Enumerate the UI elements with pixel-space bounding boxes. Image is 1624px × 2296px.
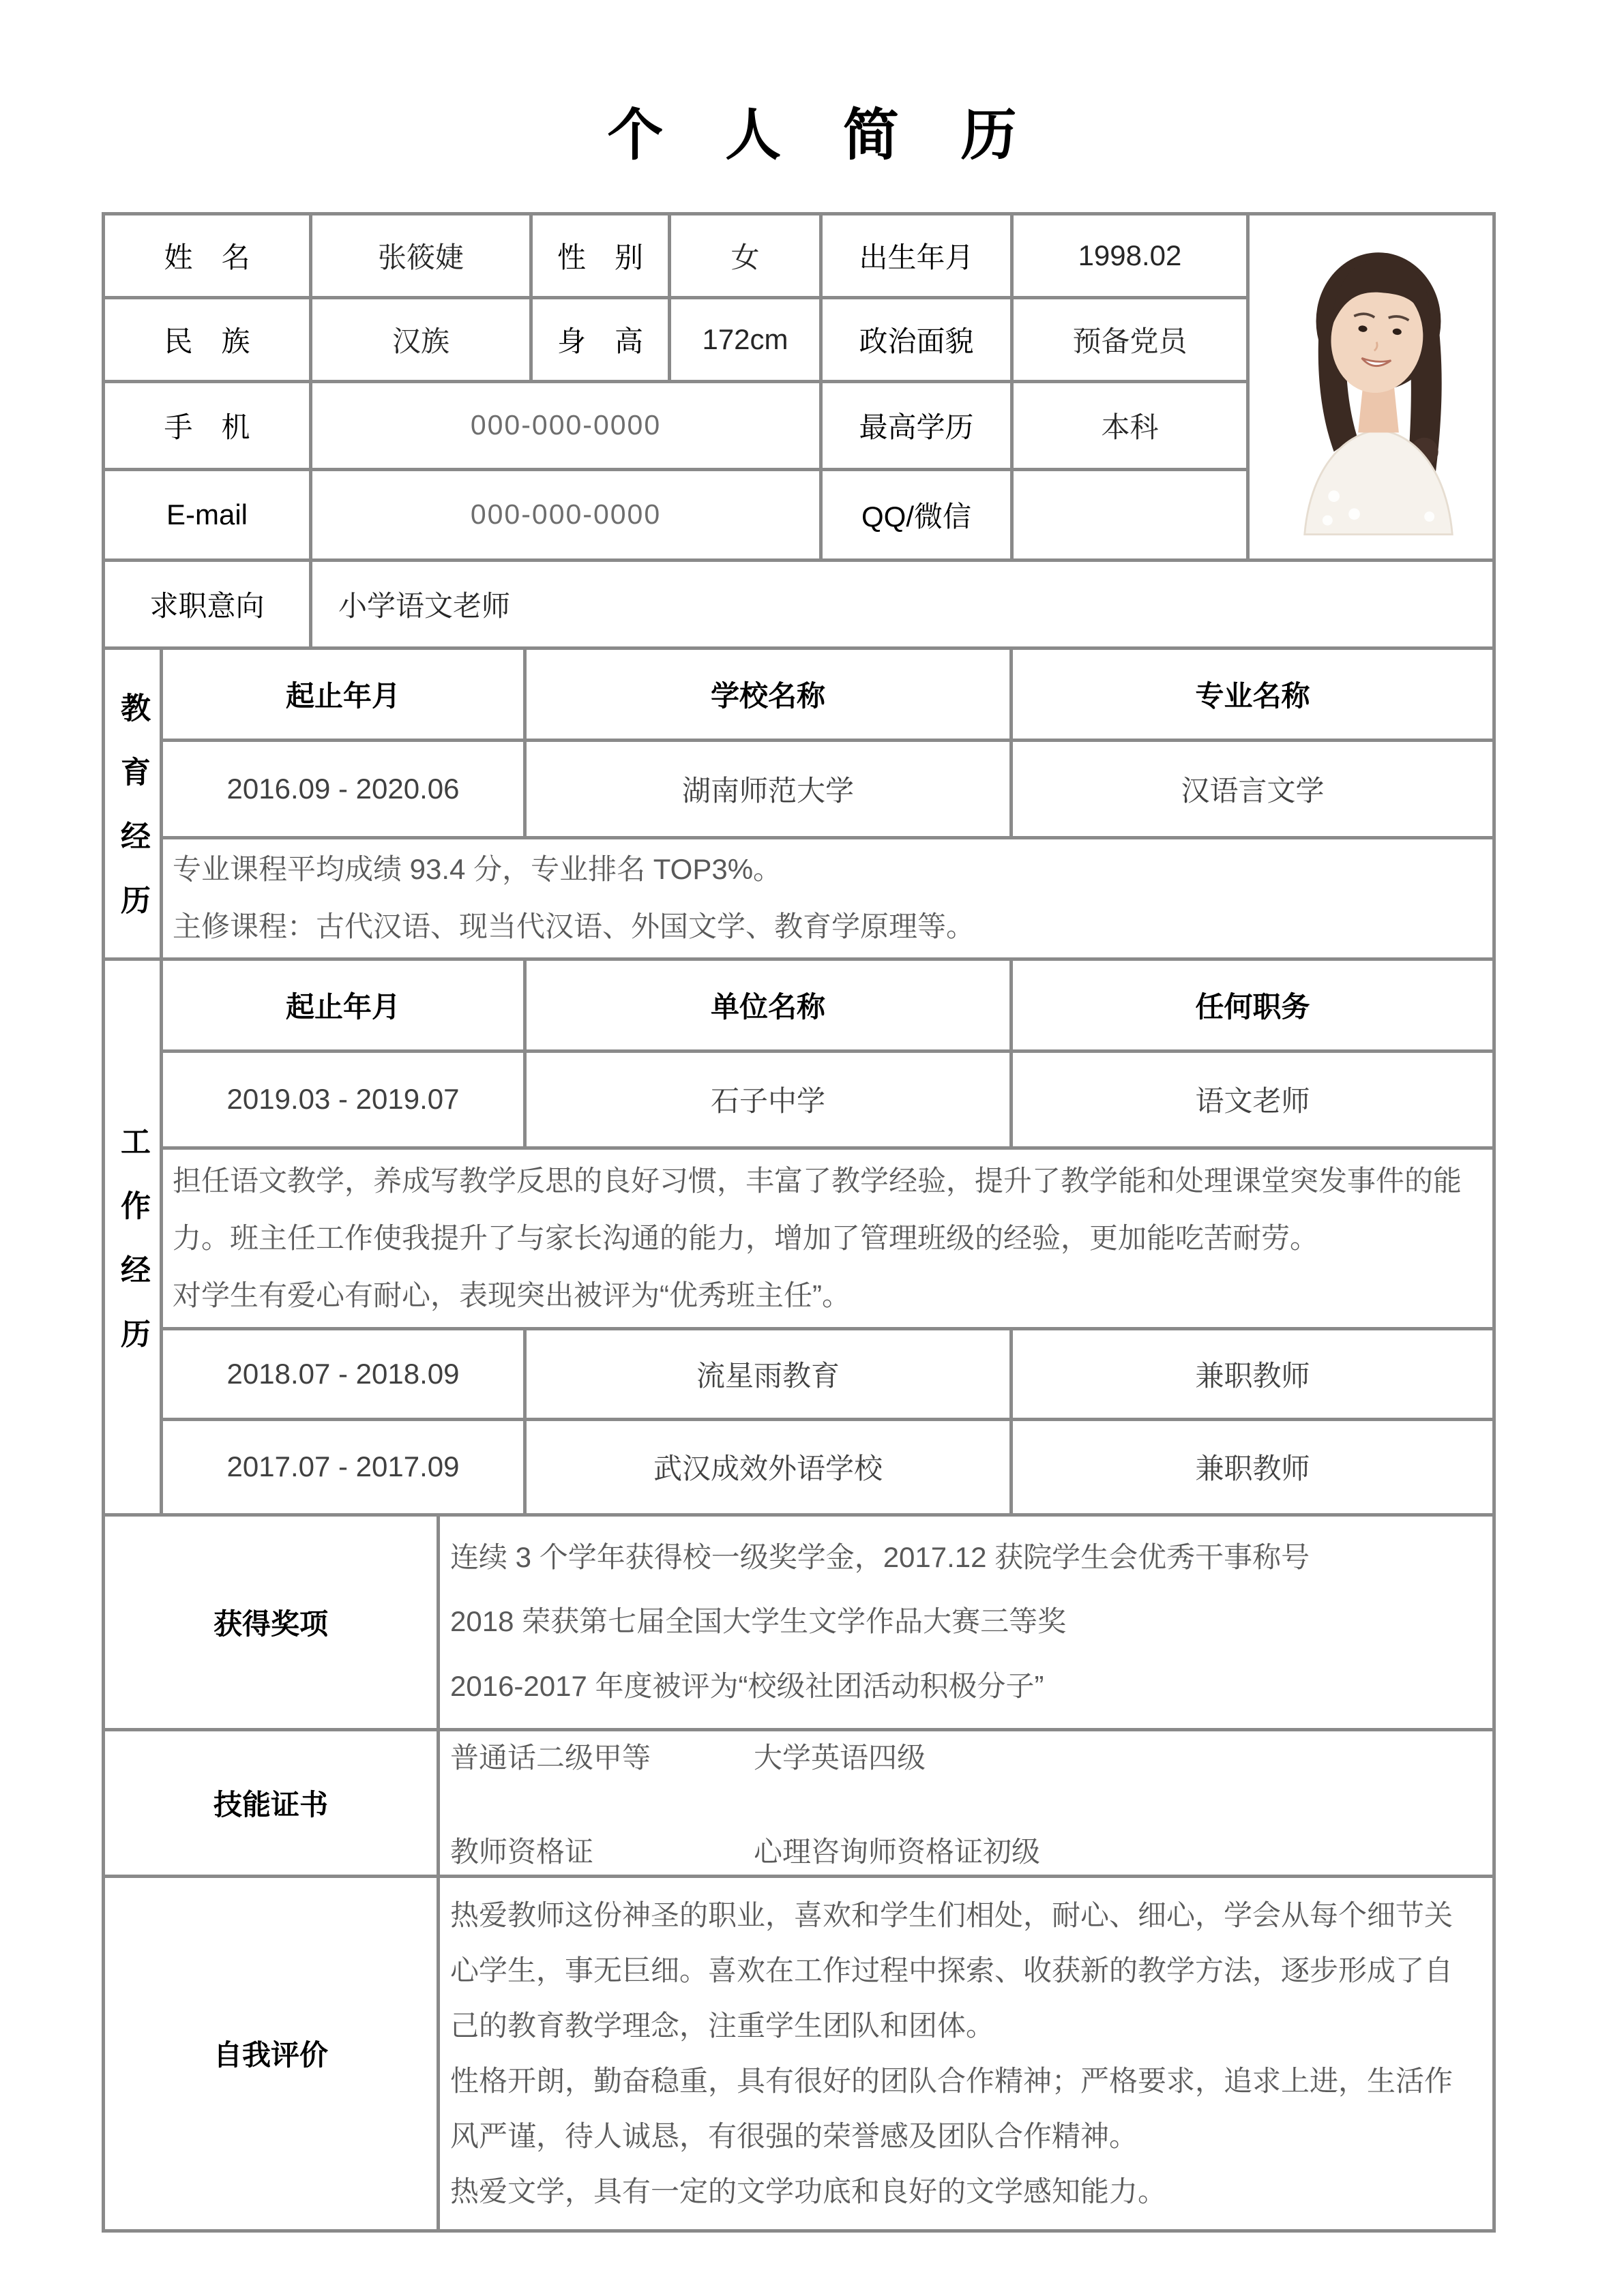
education-section-label: 教育经历 <box>116 692 149 949</box>
education-notes <box>163 839 1492 957</box>
summary-table <box>102 1513 1496 2233</box>
evaluation-paragraph: 性格开朗，勤奋稳重，具有很好的团队合作精神；严格要求，追求上进，生活作风严谨，待人诚恳，有很强的荣誉感及团队合作精神。 <box>450 2065 1453 2153</box>
work-section-label-cell <box>105 961 160 1513</box>
education-header-period: 起止年月 <box>163 650 523 739</box>
education-header-school: 学校名称 <box>527 650 1009 739</box>
email-label: E-mail <box>105 471 309 558</box>
resume-sheet <box>102 212 1496 2233</box>
education-note-line: 专业课程平均成绩 93.4 分，专业排名 TOP3%。 <box>173 853 782 885</box>
work-note-line: 担任语文教学，养成写教学反思的良好习惯，丰富了教学经验，提升了教学能和处理课堂突发事件的能力。班主任工作使我提升了与家长沟通的能力，增加了管理班级的经验，更加能吃苦耐劳。 <box>173 1164 1462 1254</box>
ethnic-value: 汉族 <box>312 299 529 380</box>
objective-value: 小学语文老师 <box>312 562 1492 646</box>
awards-content <box>440 1517 1492 1728</box>
work-row2-org: 流星雨教育 <box>527 1330 1009 1418</box>
work-table <box>102 957 1496 1517</box>
email-value: 000-000-0000 <box>312 471 819 558</box>
skills-grid <box>440 1731 1492 1875</box>
degree-value: 本科 <box>1014 383 1246 468</box>
evaluation-content <box>440 1878 1492 2229</box>
work-row3-org: 武汉成效外语学校 <box>527 1421 1009 1513</box>
gender-label: 性 别 <box>533 215 668 296</box>
award-item: 2018 荣获第七届全国大学生文学作品大赛三等奖 <box>450 1605 1067 1638</box>
profile-photo <box>1250 215 1492 558</box>
phone-label: 手 机 <box>105 383 309 468</box>
work-row1-period: 2019.03 - 2019.07 <box>163 1053 523 1146</box>
work-header-period: 起止年月 <box>163 961 523 1049</box>
skill-item: 教师资格证 <box>450 1835 594 1868</box>
education-header-major: 专业名称 <box>1013 650 1492 739</box>
phone-value: 000-000-0000 <box>312 383 819 468</box>
education-section-label-cell <box>105 650 160 957</box>
skills-label: 技能证书 <box>105 1731 437 1875</box>
person-avatar-graphic <box>1283 226 1474 550</box>
evaluation-label: 自我评价 <box>105 1878 437 2229</box>
skill-item: 心理咨询师资格证初级 <box>754 1835 1041 1868</box>
work-section-label: 工作经历 <box>116 1125 149 1382</box>
height-label: 身 高 <box>533 299 668 380</box>
name-label: 姓 名 <box>105 215 309 296</box>
profile-photo-frame <box>1283 226 1474 550</box>
education-row-period: 2016.09 - 2020.06 <box>163 742 523 836</box>
work-row3-period: 2017.07 - 2017.09 <box>163 1421 523 1513</box>
education-note-line: 主修课程：古代汉语、现当代汉语、外国文学、教育学原理等。 <box>173 910 975 942</box>
skill-item: 大学英语四级 <box>754 1741 926 1774</box>
politics-value: 预备党员 <box>1014 299 1246 380</box>
education-table <box>102 646 1496 961</box>
work-row2-period: 2018.07 - 2018.09 <box>163 1330 523 1418</box>
work-row1-role: 语文老师 <box>1013 1053 1492 1146</box>
work-header-role: 任何职务 <box>1013 961 1492 1049</box>
birth-value: 1998.02 <box>1014 215 1246 296</box>
page-title: 个 人 简 历 <box>607 104 1040 166</box>
birth-label: 出生年月 <box>823 215 1010 296</box>
education-row-school: 湖南师范大学 <box>527 742 1009 836</box>
award-item: 连续 3 个学年获得校一级奖学金，2017.12 获院学生会优秀干事称号 <box>450 1540 1310 1573</box>
evaluation-paragraph: 热爱教师这份神圣的职业，喜欢和学生们相处，耐心、细心，学会从每个细节关心学生，事无巨细。喜欢在工作过程中探索、收获新的教学方法，逐步形成了自己的教育教学理念，注重学生团队和团体。 <box>450 1898 1453 2042</box>
qq-value <box>1014 471 1246 558</box>
work-row2-role: 兼职教师 <box>1013 1330 1492 1418</box>
height-value: 172cm <box>671 299 819 380</box>
name-value: 张筱婕 <box>312 215 529 296</box>
education-row-major: 汉语言文学 <box>1013 742 1492 836</box>
objective-label: 求职意向 <box>105 562 309 646</box>
work-header-org: 单位名称 <box>527 961 1009 1049</box>
work-notes <box>163 1150 1492 1327</box>
politics-label: 政治面貌 <box>823 299 1010 380</box>
work-row1-org: 石子中学 <box>527 1053 1009 1146</box>
gender-value: 女 <box>671 215 819 296</box>
award-item: 2016-2017 年度被评为“校级社团活动积极分子” <box>450 1669 1044 1702</box>
qq-label: QQ/微信 <box>823 471 1010 558</box>
evaluation-paragraph: 热爱文学，具有一定的文学功底和良好的文学感知能力。 <box>450 2175 1167 2208</box>
awards-label: 获得奖项 <box>105 1517 437 1728</box>
personal-info-table <box>102 212 1496 650</box>
skill-item: 普通话二级甲等 <box>450 1741 651 1774</box>
work-row3-role: 兼职教师 <box>1013 1421 1492 1513</box>
degree-label: 最高学历 <box>823 383 1010 468</box>
work-note-line: 对学生有爱心有耐心，表现突出被评为“优秀班主任”。 <box>173 1279 851 1311</box>
ethnic-label: 民 族 <box>105 299 309 380</box>
skills-content <box>440 1731 1492 1875</box>
